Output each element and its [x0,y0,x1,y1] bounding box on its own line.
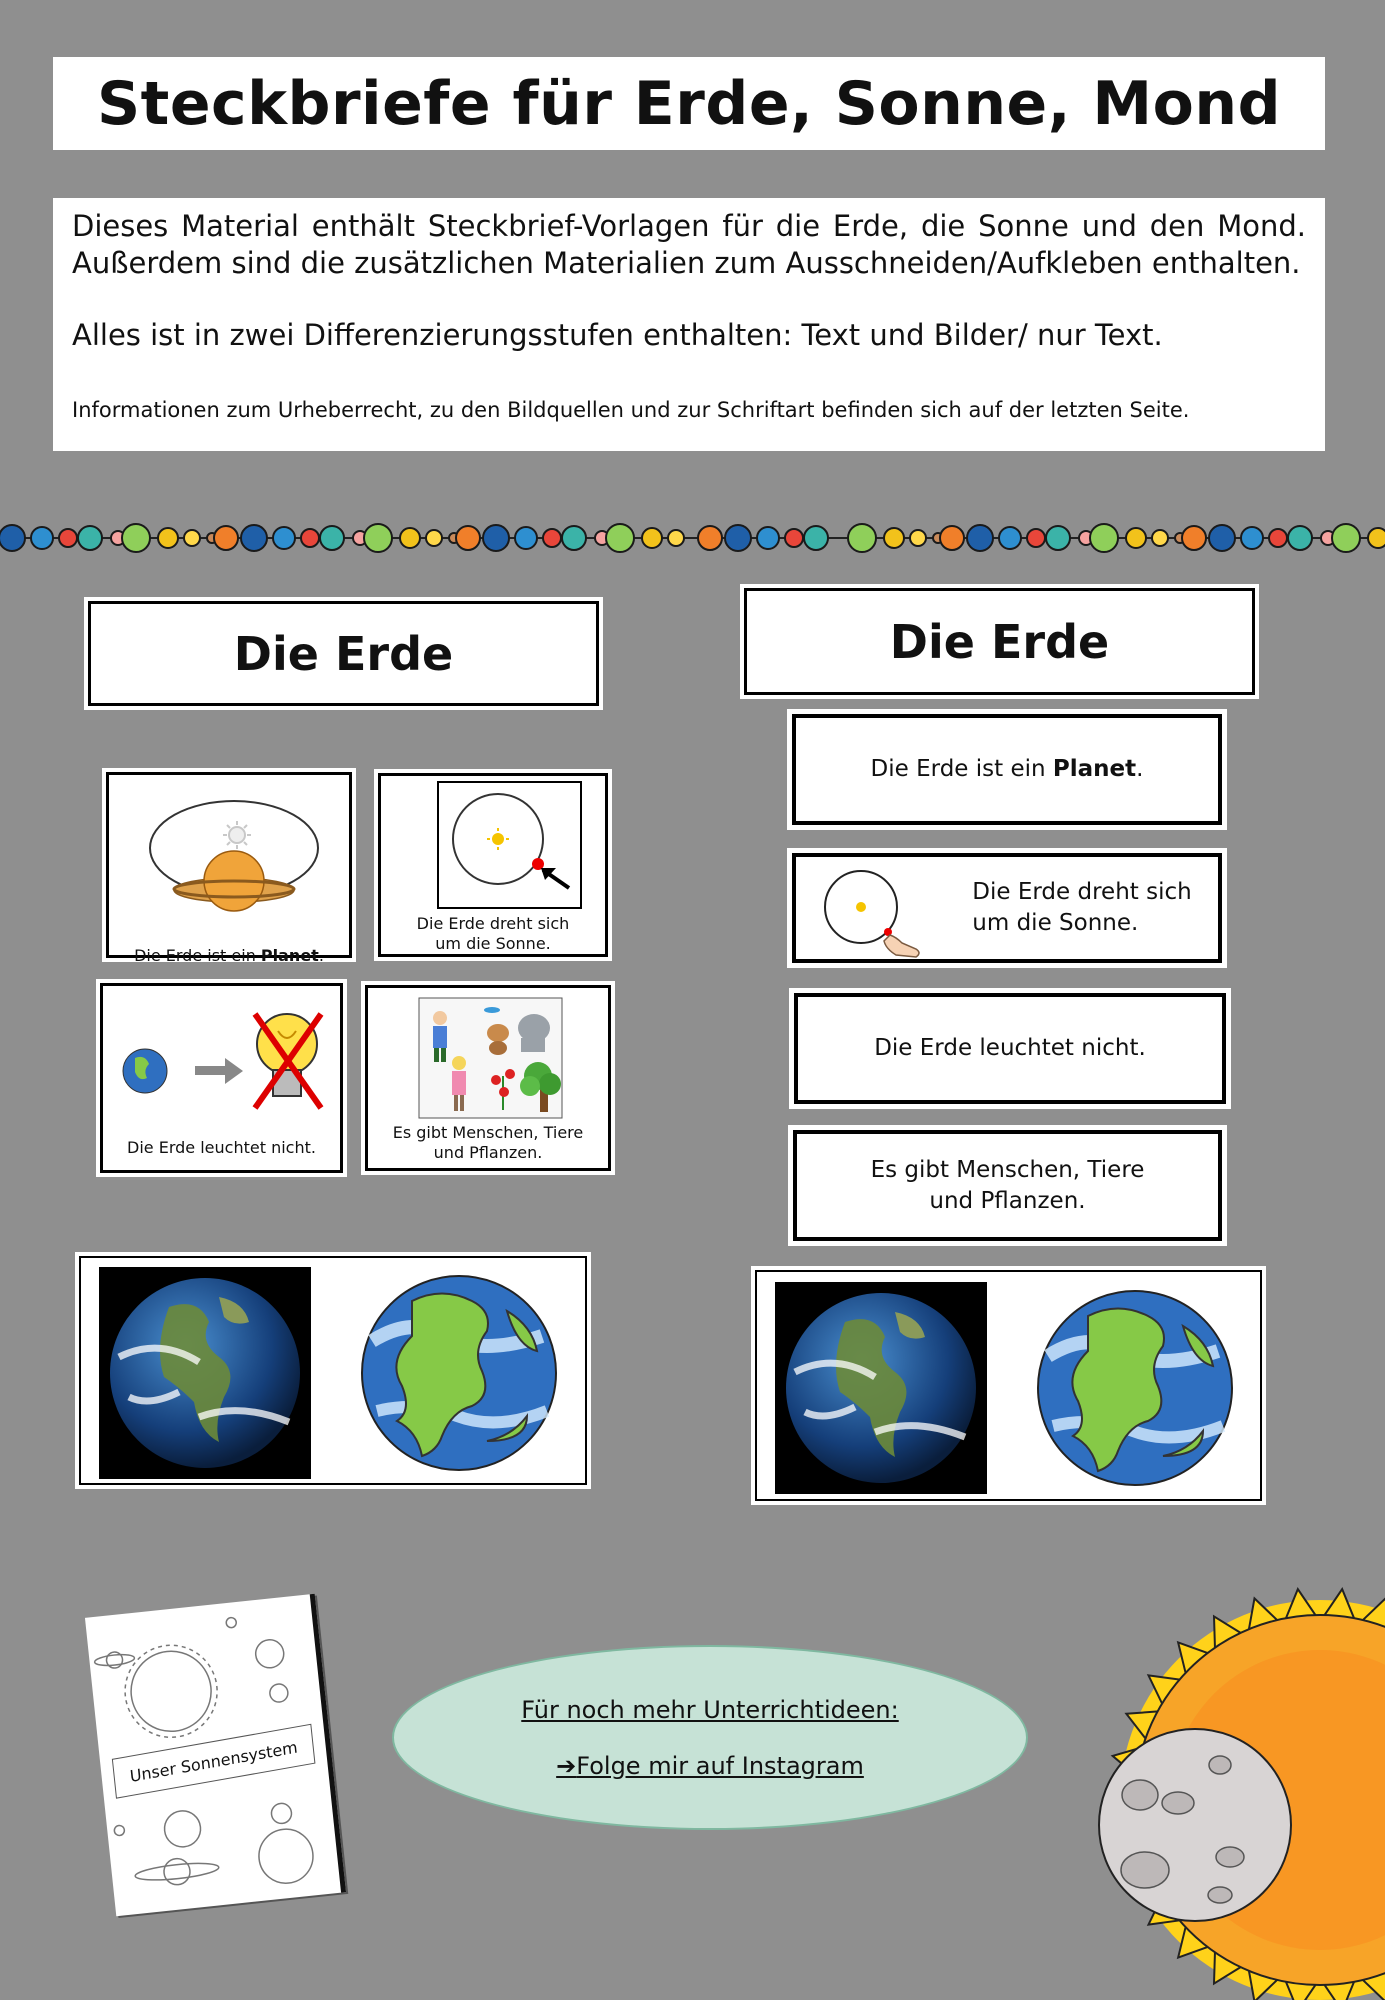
moon-icon [1099,1729,1291,1921]
promo-ellipse [392,1645,1028,1830]
right-card-orbit-text: Die Erde dreht sich um die Sonne. [972,879,1192,936]
bead [785,529,803,547]
earth-photo [99,1267,311,1479]
bead [456,526,480,550]
left-header-label: Die Erde [233,626,454,681]
bead [1152,530,1168,546]
right-card-no-light-text: Die Erde leuchtet nicht. [874,1035,1146,1061]
earth-no-lightbulb-icon [103,986,340,1136]
bead [606,524,634,552]
promo-link-instagram[interactable]: ➔Folge mir auf Instagram [556,1751,864,1780]
bead [1241,527,1263,549]
arrow-icon: ➔ [556,1751,577,1780]
bead [320,526,344,550]
bead [940,526,964,550]
sun-orbit-icon [381,776,605,914]
bead [483,525,509,551]
left-card-orbit-caption: Die Erde dreht sich um die Sonne. [416,914,570,953]
bead [1090,524,1118,552]
bead [848,524,876,552]
left-card-orbit [378,773,608,957]
left-card-life [365,985,611,1171]
right-header-label: Die Erde [889,614,1110,669]
bead [1332,524,1360,552]
bead [122,524,150,552]
left-card-planet-caption: Die Erde ist ein Planet. [134,946,324,965]
planet-orbit-icon [109,775,349,925]
booklet-label: Unser Sonnensystem [112,1724,316,1799]
bead [543,529,561,547]
right-earth-images [755,1270,1262,1501]
bead [59,529,77,547]
bead [1046,526,1070,550]
left-earth-images [79,1256,587,1485]
bead [214,526,238,550]
page-title: Steckbriefe für Erde, Sonne, Mond [96,68,1282,139]
bead [273,527,295,549]
earth-photo [775,1282,987,1494]
bead [364,524,392,552]
description-text: Dieses Material enthält Steckbrief-Vorlagen für die Erde, die Sonne und den Mond. Außerdem sind die zusätzlichen Materialien zum Ausschneiden/Aufkleben enthalten. [72,209,1306,280]
bead [1126,528,1146,548]
bead [884,528,904,548]
bead [1368,528,1385,548]
sun-moon-illustration [1080,1585,1385,2000]
bead [1182,526,1206,550]
bead [1269,529,1287,547]
booklet-cover [85,1594,346,1917]
right-card-orbit [792,853,1222,963]
description-box [53,198,1325,451]
right-card-planet-text: Die Erde ist ein Planet. [870,756,1144,782]
right-header [744,588,1255,695]
bead [910,530,926,546]
bead [757,527,779,549]
bead [0,525,25,551]
bead [698,526,722,550]
left-card-life-caption: Es gibt Menschen, Tiere und Pflanzen. [392,1123,584,1162]
bead-border [0,502,1385,574]
title-banner [53,57,1325,150]
bead [426,530,442,546]
right-card-life [793,1130,1222,1241]
left-header [88,601,599,706]
bead [400,528,420,548]
people-animals-plants-icon [368,988,608,1130]
bead [158,528,178,548]
bead [1027,529,1045,547]
bead [804,526,828,550]
bead [562,526,586,550]
left-card-planet [106,772,352,965]
bead [668,530,684,546]
bead [967,525,993,551]
right-card-planet [792,714,1222,825]
bead [642,528,662,548]
bead [241,525,267,551]
earth-drawing [357,1271,561,1475]
bead [1209,525,1235,551]
copyright-note: Informationen zum Urheberrecht, zu den Bildquellen und zur Schriftart befinden sich auf der letzten Seite. [72,398,1190,422]
bead [515,527,537,549]
bead [31,527,53,549]
earth-drawing [1033,1286,1237,1490]
promo-link-ideas[interactable]: Für noch mehr Unterrichtideen: [521,1695,899,1724]
bead [78,526,102,550]
bead [301,529,319,547]
bead [1288,526,1312,550]
bead [725,525,751,551]
bead [184,530,200,546]
left-card-no-light-caption: Die Erde leuchtet nicht. [127,1138,316,1157]
differentiation-text: Alles ist in zwei Differenzierungsstufen enthalten: Text und Bilder/ nur Text. [72,318,1163,352]
right-card-life-text: Es gibt Menschen, Tiere und Pflanzen. [870,1156,1145,1214]
right-card-no-light [794,993,1226,1104]
bead [999,527,1021,549]
sun-orbit-hand-icon [816,863,946,959]
left-card-no-light [100,983,343,1173]
